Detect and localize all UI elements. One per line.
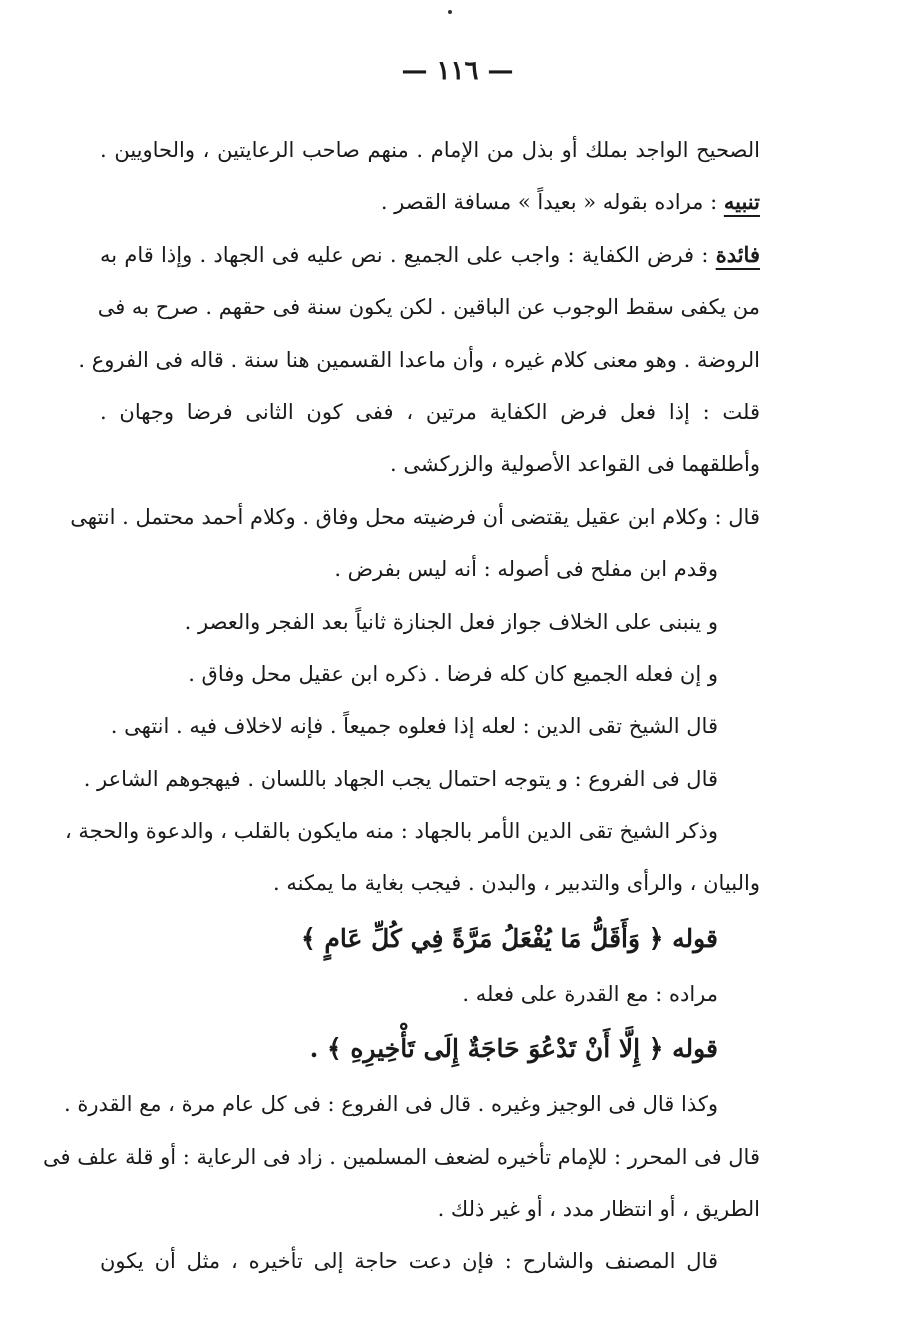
note-text: : مراده بقوله « بعيداً » مسافة القصر . xyxy=(380,190,718,215)
text-line: قال : وكلام ابن عقيل يقتضى أن فرضيته محل وفاق . وكلام أحمد محتمل . انتهى xyxy=(70,504,760,529)
text-line: والبيان ، والرأى والتدبير ، والبدن . فيجب بغاية ما يمكنه . xyxy=(273,871,760,896)
text-line: من يكفى سقط الوجوب عن الباقين . لكن يكون سنة فى حقهم . صرح به فى xyxy=(97,295,760,320)
text-line: وأطلقهما فى القواعد الأصولية والزركشى . xyxy=(390,452,760,477)
verse-heading: قوله ﴿ وَأَقَلُّ مَا يُفْعَلُ مَرَّةً فِي كُلِّ عَامٍ ﴾ xyxy=(301,923,718,953)
note-heading: تنبيه xyxy=(723,189,760,215)
text-line: قال الشيخ تقى الدين : لعله إذا فعلوه جميعاً . فإنه لاخلاف فيه . انتهى . xyxy=(110,714,718,739)
text-line xyxy=(100,229,760,281)
text-line: وقدم ابن مفلح فى أصوله : أنه ليس بفرض . xyxy=(334,557,718,582)
ink-speck xyxy=(448,10,452,14)
page-body xyxy=(43,124,760,1288)
text-line: وكذا قال فى الوجيز وغيره . قال فى الفروع : فى كل عام مرة ، مع القدرة . xyxy=(64,1092,718,1117)
text-line: الصحيح الواجد بملك أو بذل من الإمام . منهم صاحب الرعايتين ، والحاويين . xyxy=(100,138,760,162)
text-line: و إن فعله الجميع كان كله فرضا . ذكره ابن عقيل محل وفاق . xyxy=(188,661,718,686)
text-line: مراده : مع القدرة على فعله . xyxy=(462,981,718,1006)
text-line: قلت : إذا فعل فرض الكفاية مرتين ، ففى كون الثانى فرضا وجهان . xyxy=(100,399,760,424)
text-line: وذكر الشيخ تقى الدين الأمر بالجهاد : منه مايكون بالقلب ، والدعوة والحجة ، xyxy=(64,819,718,844)
text-line: قال فى المحرر : للإمام تأخيره لضعف المسلمين . زاد فى الرعاية : أو قلة علف فى xyxy=(43,1144,760,1169)
page-number: — ١١٦ — xyxy=(401,56,514,86)
benefit-heading: فائدة xyxy=(715,241,760,267)
benefit-text: : فرض الكفاية : واجب على الجميع . نص عليه فى الجهاد . وإذا قام به xyxy=(100,242,709,267)
text-line: و ينبنى على الخلاف جواز فعل الجنازة ثانياً بعد الفجر والعصر . xyxy=(184,609,718,634)
text-line: الطريق ، أو انتظار مدد ، أو غير ذلك . xyxy=(437,1197,760,1222)
verse-heading: قوله ﴿ إِلَّا أَنْ تَدْعُوَ حَاجَةٌ إِلَى تَأْخِيرِهِ ﴾ . xyxy=(309,1034,718,1064)
text-line: الروضة . وهو معنى كلام غيره ، وأن ماعدا القسمين هنا سنة . قاله فى الفروع . xyxy=(78,347,760,372)
text-line xyxy=(100,176,760,228)
text-line: قال فى الفروع : و يتوجه احتمال يجب الجهاد باللسان . فيهجوهم الشاعر . xyxy=(83,766,718,791)
text-line: قال المصنف والشارح : فإن دعت حاجة إلى تأخيره ، مثل أن يكون xyxy=(100,1249,718,1274)
